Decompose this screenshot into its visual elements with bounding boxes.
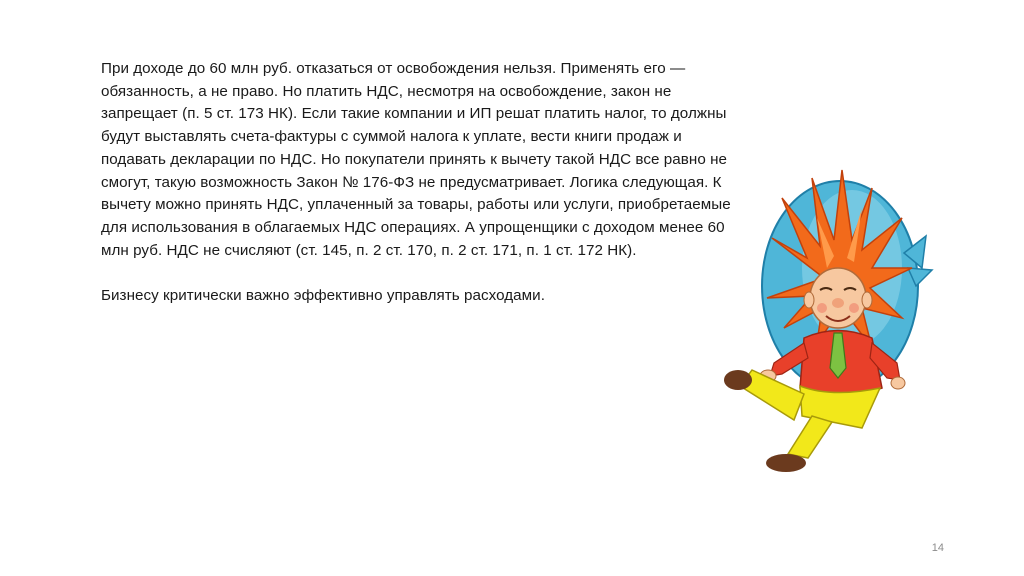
paragraph-main: При доходе до 60 млн руб. отказаться от освобождения нельзя. Применять его — обязанность, а не право. Но платить НДС, несмотря на освобождение, закон не запрещает (п. 5 ст. 173 НК). Если такие компании и ИП решат платить налог, то должны будут выставлять счета-фактуры с суммой налога к уплате, вести книги продаж и подавать декларации по НДС. Но покупатели принять к вычету такой НДС все равно не смогут, такую возможность Закон № 176-ФЗ не предусматривает. Логика следующая. К вычету можно принять НДС, уплаченный за товары, работы или услуги, приобретаемые для использования в облагаемых НДС операциях. А упрощенщики с доходом менее 60 млн руб. НДС не счисляют (ст. 145, п. 2 ст. 170, п. 2 ст. 171, п. 1 ст. 172 НК). [101,60,731,259]
page-number: 14 [931,542,944,554]
text-block [101,58,749,308]
paragraph-conclusion: Бизнесу критически важно эффективно управлять расходами. [101,287,545,305]
cartoon-character-image [712,158,942,488]
